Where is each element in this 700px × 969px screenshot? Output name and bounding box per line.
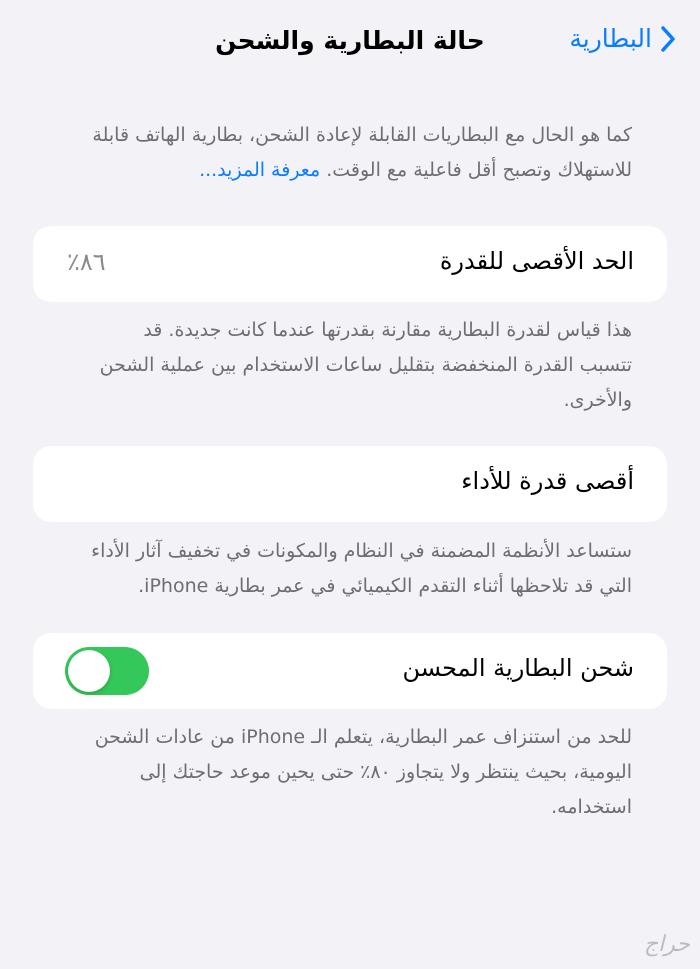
optimized-charging-note-line-1: للحد من استنزاف عمر البطارية، يتعلم الـ iPhone من عادات الشحن <box>94 726 632 748</box>
peak-performance-note <box>32 534 632 604</box>
max-capacity-value: ٪٨٦ <box>67 248 106 276</box>
peak-performance-label: أقصى قدرة للأداء <box>461 467 634 495</box>
max-capacity-note <box>32 313 632 418</box>
optimized-charging-toggle[interactable] <box>65 647 149 695</box>
max-capacity-note-line-2: تتسبب القدرة المنخفضة بتقليل ساعات الاستخدام بين عملية الشحن <box>99 354 632 376</box>
intro-line-2: للاستهلاك وتصبح أقل فاعلية مع الوقت. معرفة المزيد... <box>199 159 632 181</box>
max-capacity-note-line-1: هذا قياس لقدرة البطارية مقارنة بقدرتها عندما كانت جديدة. قد <box>143 319 632 341</box>
page-title: حالة البطارية والشحن <box>215 26 485 55</box>
watermark-logo: حراج <box>643 932 690 957</box>
max-capacity-row <box>33 226 667 302</box>
max-capacity-note-line-3: والأخرى. <box>563 389 632 411</box>
peak-performance-note-line-1: ستساعد الأنظمة المضمنة في النظام والمكونات في تخفيف آثار الأداء <box>91 540 632 562</box>
optimized-charging-note-line-3: استخدامه. <box>551 796 632 818</box>
optimized-charging-note <box>32 720 632 825</box>
navigation-bar <box>0 18 700 66</box>
optimized-charging-note-line-2: اليومية، بحيث ينتظر ولا يتجاوز ٨٠٪ حتى يحين موعد حاجتك إلى <box>139 761 632 783</box>
intro-line-1: كما هو الحال مع البطاريات القابلة لإعادة الشحن، بطارية الهاتف قابلة <box>92 124 632 146</box>
back-label: البطارية <box>569 24 652 53</box>
intro-note <box>72 118 632 188</box>
toggle-knob <box>68 650 110 692</box>
learn-more-link[interactable]: معرفة المزيد... <box>199 159 321 181</box>
max-capacity-label: الحد الأقصى للقدرة <box>439 247 634 275</box>
peak-performance-note-line-2: التي قد تلاحظها أثناء التقدم الكيميائي في عمر بطارية iPhone. <box>138 575 632 597</box>
peak-performance-row[interactable] <box>33 446 667 522</box>
optimized-charging-row <box>33 633 667 709</box>
optimized-charging-label: شحن البطارية المحسن <box>402 654 634 682</box>
